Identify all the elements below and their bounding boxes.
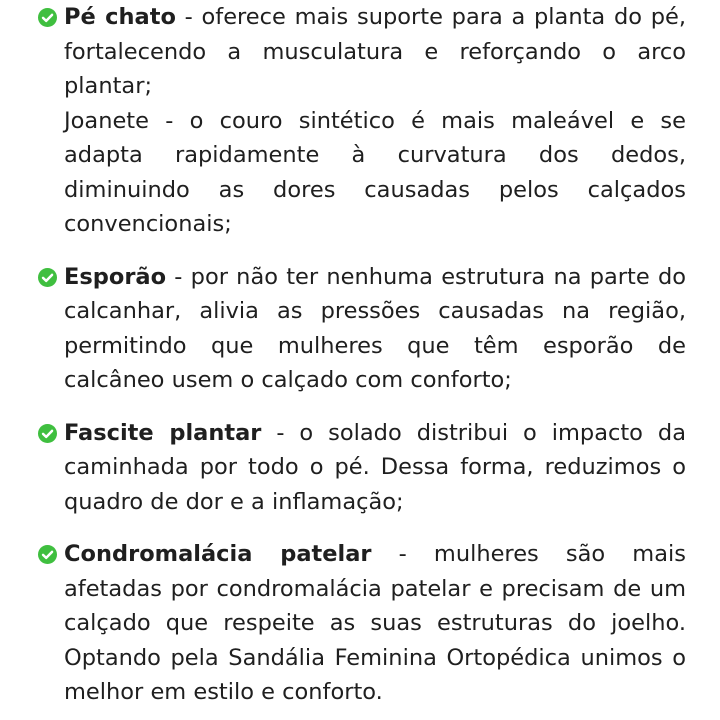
- item-paragraph: [64, 260, 686, 398]
- item-extra-paragraph: Joanete - o couro sintético é mais maleável e se adapta rapidamente à curvatura dos dedos, diminuindo as dores causadas pelos calçados convencionais;: [64, 107, 686, 237]
- list-item-esporao: [38, 260, 686, 398]
- item-description: - por não ter nenhuma estrutura na parte do calcanhar, alivia as pressões causadas na região, permitindo que mulheres que têm esporão de calcâneo usem o calçado com conforto;: [64, 263, 686, 393]
- check-circle-icon: [38, 8, 57, 27]
- item-term: Condromalácia patelar: [64, 541, 372, 567]
- item-term: Fascite plantar: [64, 419, 262, 446]
- list-item-condromalacia-patelar: [38, 537, 686, 710]
- item-paragraph: [64, 416, 686, 520]
- list-item-fascite-plantar: [38, 416, 686, 520]
- list-item-pe-chato: [38, 0, 686, 242]
- item-paragraph: [64, 537, 686, 710]
- item-term: Pé chato: [64, 4, 176, 30]
- check-circle-icon: [38, 424, 57, 443]
- item-description: - mulheres são mais afetadas por condromalácia patelar e precisam de um calçado que respeite as suas estruturas do joelho. Optando pela Sandália Feminina Ortopédica unimos o melhor em estilo e conforto.: [64, 541, 686, 705]
- check-circle-icon: [38, 268, 57, 287]
- item-description: - o solado distribui o impacto da caminhada por todo o pé. Dessa forma, reduzimos o quadro de dor e a inflamação;: [64, 419, 686, 515]
- item-paragraph: [64, 0, 686, 104]
- item-description: - oferece mais suporte para a planta do pé, fortalecendo a musculatura e reforçando o arco plantar;: [64, 4, 686, 99]
- check-circle-icon: [38, 545, 57, 564]
- item-term: Esporão: [64, 263, 167, 290]
